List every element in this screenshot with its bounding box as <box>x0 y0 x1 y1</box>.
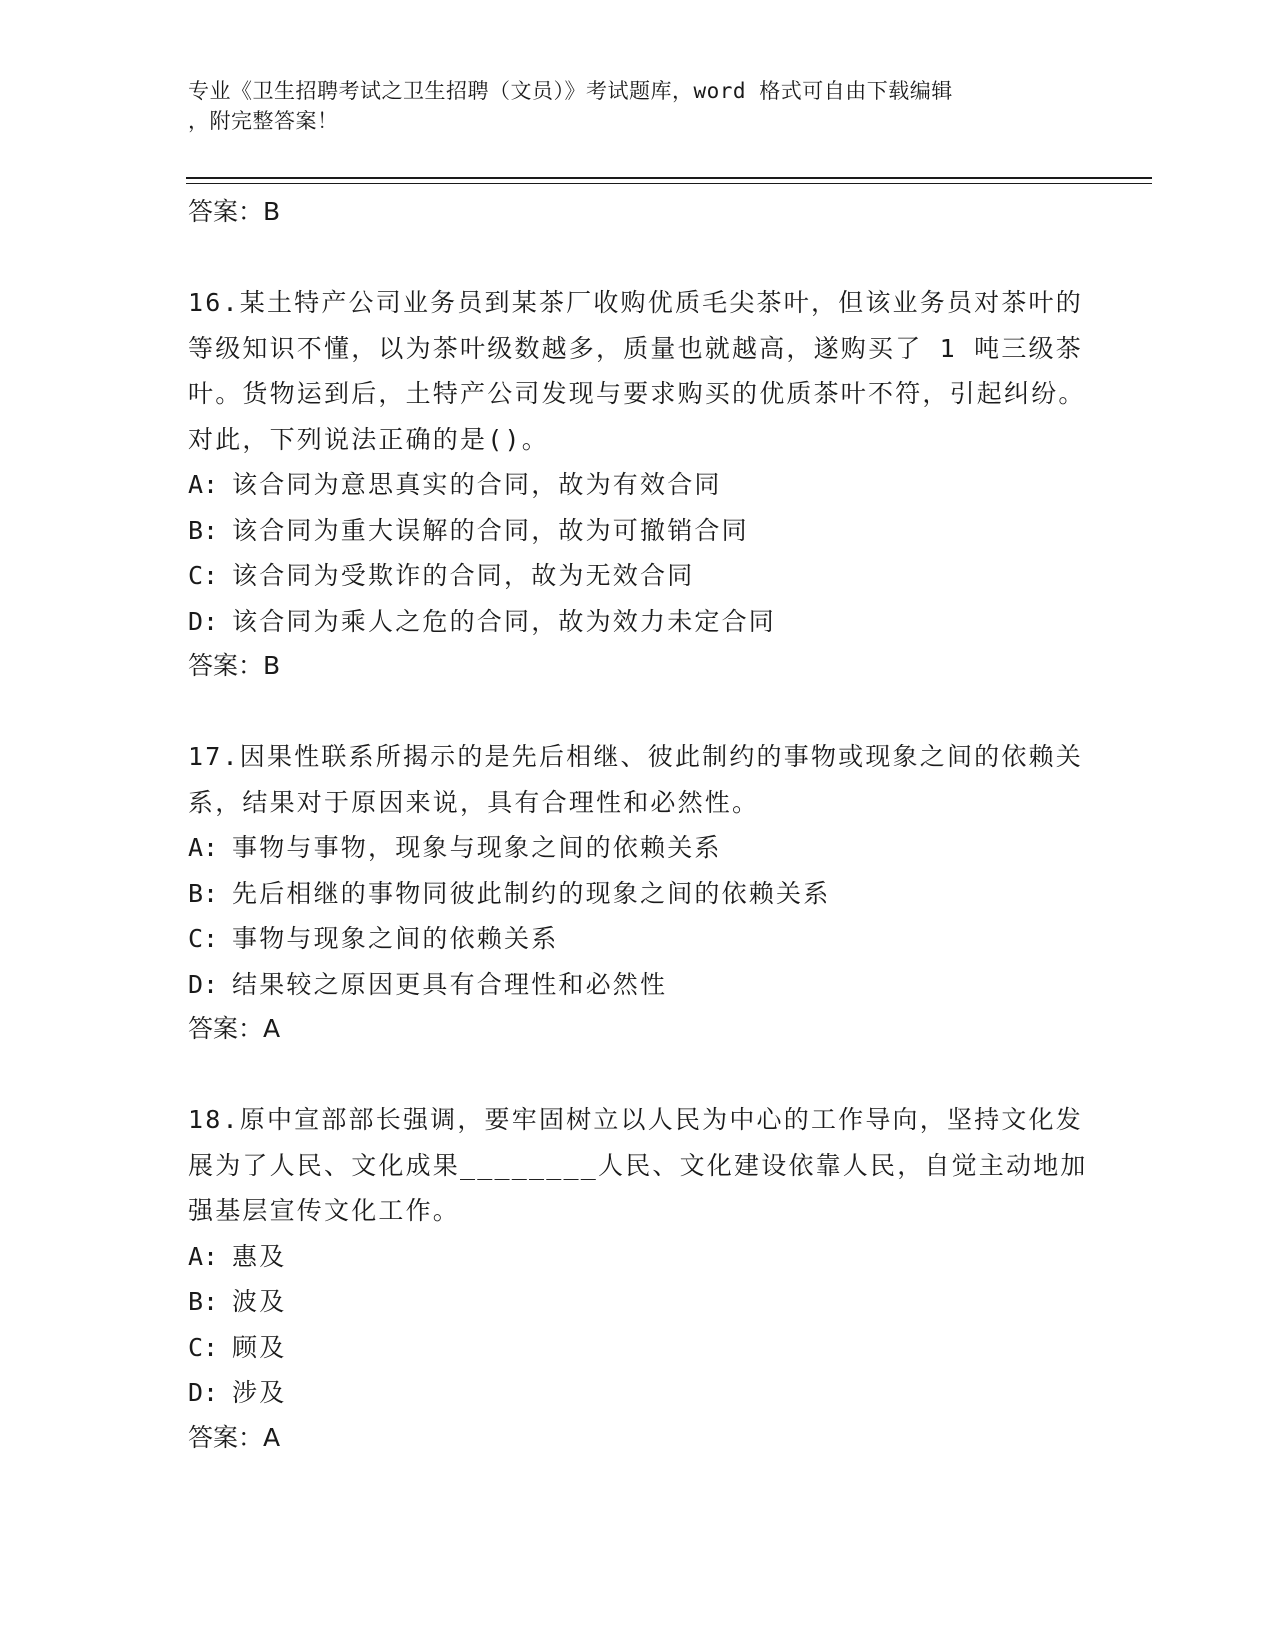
header-divider-thin <box>186 183 1152 184</box>
answer-value: B <box>263 651 281 680</box>
option-key: C: <box>188 1332 219 1362</box>
header-divider-thick <box>186 177 1152 179</box>
answer-line <box>188 190 1088 234</box>
option-c <box>188 553 1088 599</box>
option-text: 惠及 <box>232 1241 287 1271</box>
option-text: 事物与现象之间的依赖关系 <box>232 924 559 953</box>
option-text: 先后相继的事物同彼此制约的现象之间的依赖关系 <box>232 878 831 908</box>
answer-prefix: 答案： <box>188 1014 264 1043</box>
answer-line <box>188 1416 1088 1460</box>
option-key: B: <box>188 515 219 545</box>
option-text: 该合同为重大误解的合同，故为可撤销合同 <box>232 515 749 545</box>
question-stem: 18.原中宣部部长强调，要牢固树立以人民为中心的工作导向，坚持文化发展为了人民、文化成果________人民、文化建设依靠人民，自觉主动地加强基层宣传文化工作。 <box>188 1105 1088 1225</box>
answer-prefix: 答案： <box>188 651 264 680</box>
answer-value: A <box>263 1014 281 1043</box>
option-c <box>188 916 1088 962</box>
option-key: A: <box>188 1241 219 1271</box>
header-line-2: ，附完整答案！ <box>188 109 339 133</box>
answer-prefix: 答案： <box>188 197 264 226</box>
question-16 <box>188 280 1088 688</box>
answer-line <box>188 1007 1088 1051</box>
option-key: B: <box>188 1287 219 1316</box>
header-line-1: 专业《卫生招聘考试之卫生招聘（文员）》考试题库，word 格式可自由下载编辑 <box>188 79 953 103</box>
option-b <box>188 1279 1088 1325</box>
option-key: D: <box>188 606 219 636</box>
option-key: D: <box>188 969 219 999</box>
answer-line <box>188 644 1088 688</box>
option-text: 结果较之原因更具有合理性和必然性 <box>232 969 668 999</box>
option-text: 事物与事物，现象与现象之间的依赖关系 <box>232 833 722 862</box>
question-17 <box>188 734 1088 1051</box>
question-list <box>188 190 1088 1460</box>
option-key: B: <box>188 878 219 908</box>
question-18 <box>188 1097 1088 1460</box>
option-key: C: <box>188 561 219 590</box>
option-text: 涉及 <box>232 1378 287 1407</box>
option-c <box>188 1325 1088 1371</box>
option-key: A: <box>188 833 219 862</box>
option-key: C: <box>188 924 219 953</box>
option-text: 该合同为乘人之危的合同，故为效力未定合同 <box>232 606 777 636</box>
option-text: 顾及 <box>232 1332 287 1362</box>
question-stem: 16.某土特产公司业务员到某茶厂收购优质毛尖茶叶，但该业务员对茶叶的等级知识不懂，以为茶叶级数越多，质量也就越高，遂购买了 1 吨三级茶叶。货物运到后，土特产公司发现与要求购买的优质茶叶不符，引起纠纷。对此，下列说法正确的是()。 <box>188 288 1086 454</box>
option-d <box>188 962 1088 1008</box>
option-b <box>188 871 1088 917</box>
option-text: 该合同为受欺诈的合同，故为无效合同 <box>232 561 695 590</box>
answer-value: A <box>263 1422 281 1452</box>
option-a <box>188 1234 1088 1280</box>
option-key: D: <box>188 1378 219 1407</box>
option-d <box>188 599 1088 645</box>
option-a <box>188 825 1088 871</box>
option-a <box>188 462 1088 508</box>
question-stem: 17.因果性联系所揭示的是先后相继、彼此制约的事物或现象之间的依赖关系，结果对于原因来说，具有合理性和必然性。 <box>188 742 1083 817</box>
document-header <box>188 76 1068 136</box>
answer-value: B <box>263 197 281 226</box>
option-key: A: <box>188 470 219 499</box>
option-b <box>188 508 1088 554</box>
answer-prefix: 答案： <box>188 1422 264 1452</box>
option-text: 该合同为意思真实的合同，故为有效合同 <box>232 470 722 499</box>
option-d <box>188 1370 1088 1416</box>
option-text: 波及 <box>232 1287 287 1316</box>
